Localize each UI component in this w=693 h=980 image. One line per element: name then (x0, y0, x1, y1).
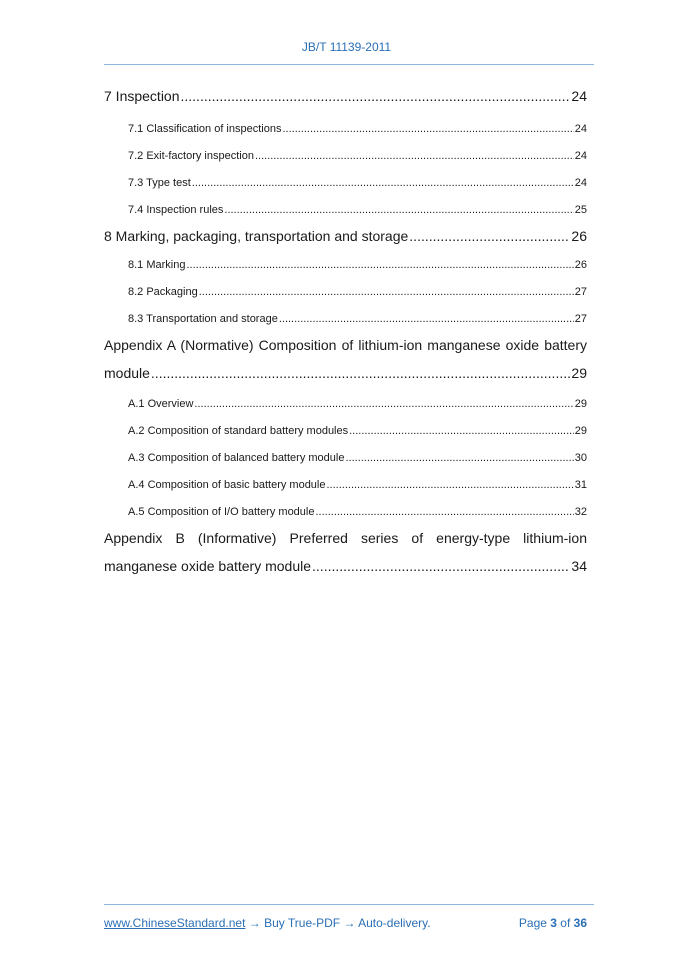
toc-page-number: 29 (574, 425, 587, 437)
document-number-header: JB/T 11139-2011 (301, 40, 392, 54)
toc-label: A.2 Composition of standard battery modules (128, 425, 349, 437)
website-link[interactable]: www.ChineseStandard.net (104, 916, 246, 930)
toc-label: A.4 Composition of basic battery module (128, 479, 326, 491)
dot-leader (409, 224, 570, 248)
dot-leader (224, 197, 573, 224)
toc-label: A.1 Overview (128, 398, 194, 410)
table-of-contents (104, 84, 587, 578)
toc-page-number: 31 (574, 479, 587, 491)
dot-leader (312, 554, 570, 578)
toc-page-number: 29 (571, 365, 587, 381)
toc-page-number: 30 (574, 452, 587, 464)
toc-entry-8-2[interactable] (104, 279, 587, 306)
footer-divider (104, 904, 594, 905)
toc-page-number: 24 (574, 150, 587, 162)
toc-entry-a-3[interactable] (104, 445, 587, 472)
page-of-label: of (556, 916, 574, 930)
dot-leader (345, 445, 573, 472)
dot-leader (192, 170, 574, 197)
dot-leader (327, 472, 574, 499)
toc-page-number: 24 (571, 88, 587, 104)
toc-label: 7.4 Inspection rules (128, 204, 224, 216)
toc-label: 8.1 Marking (128, 259, 186, 271)
toc-label: 7 Inspection (104, 88, 180, 104)
toc-label: 8.2 Packaging (128, 286, 198, 298)
toc-entry-7-1[interactable] (104, 116, 587, 143)
dot-leader (282, 116, 573, 143)
toc-page-number: 24 (574, 123, 587, 135)
toc-label: 8 Marking, packaging, transportation and storage (104, 228, 409, 244)
toc-label-line1: Appendix B (Informative) Preferred series of energy-type lithium-ion (104, 530, 587, 546)
toc-page-number: 34 (571, 558, 587, 574)
toc-entry-7-4[interactable] (104, 197, 587, 224)
page-footer (104, 916, 587, 930)
toc-label: 8.3 Transportation and storage (128, 313, 278, 325)
toc-entry-a-4[interactable] (104, 472, 587, 499)
dot-leader (315, 499, 573, 526)
toc-page-number: 27 (574, 313, 587, 325)
dot-leader (194, 391, 573, 418)
toc-entry-appendix-b[interactable] (104, 526, 587, 578)
dot-leader (349, 418, 574, 445)
toc-label: 7.1 Classification of inspections (128, 123, 282, 135)
page-prefix: Page (518, 916, 551, 930)
total-pages-number: 36 (573, 916, 587, 930)
toc-page-number: 24 (574, 177, 587, 189)
toc-entry-a-5[interactable] (104, 499, 587, 526)
toc-page-number: 27 (574, 286, 587, 298)
dot-leader (186, 252, 573, 279)
toc-page-number: 32 (574, 506, 587, 518)
dot-leader (151, 361, 571, 385)
toc-label: A.3 Composition of balanced battery module (128, 452, 345, 464)
toc-entry-a-2[interactable] (104, 418, 587, 445)
toc-entry-appendix-a[interactable] (104, 333, 587, 385)
footer-tagline: → Buy True-PDF → Auto-delivery. (245, 916, 431, 930)
toc-label: A.5 Composition of I/O battery module (128, 506, 315, 518)
toc-label: 7.3 Type test (128, 177, 191, 189)
dot-leader (279, 306, 574, 333)
toc-entry-8-1[interactable] (104, 252, 587, 279)
toc-label: 7.2 Exit-factory inspection (128, 150, 254, 162)
dot-leader (255, 143, 574, 170)
footer-left (104, 916, 431, 930)
dot-leader (199, 279, 574, 306)
toc-label-line2: module (104, 365, 150, 381)
toc-page-number: 26 (571, 228, 587, 244)
toc-label-line1: Appendix A (Normative) Composition of lithium-ion manganese oxide battery (104, 337, 587, 353)
toc-entry-8-marking[interactable] (104, 224, 587, 248)
toc-entry-7-2[interactable] (104, 143, 587, 170)
toc-label-line2: manganese oxide battery module (104, 558, 312, 574)
toc-entry-7-3[interactable] (104, 170, 587, 197)
current-page-number: 3 (550, 916, 557, 930)
toc-page-number: 25 (574, 204, 587, 216)
toc-entry-8-3[interactable] (104, 306, 587, 333)
toc-page-number: 26 (574, 259, 587, 271)
page-indicator (519, 916, 587, 930)
dot-leader (181, 84, 571, 108)
toc-page-number: 29 (574, 398, 587, 410)
toc-entry-a-1[interactable] (104, 391, 587, 418)
header-divider (104, 64, 594, 65)
toc-entry-7-inspection[interactable] (104, 84, 587, 108)
